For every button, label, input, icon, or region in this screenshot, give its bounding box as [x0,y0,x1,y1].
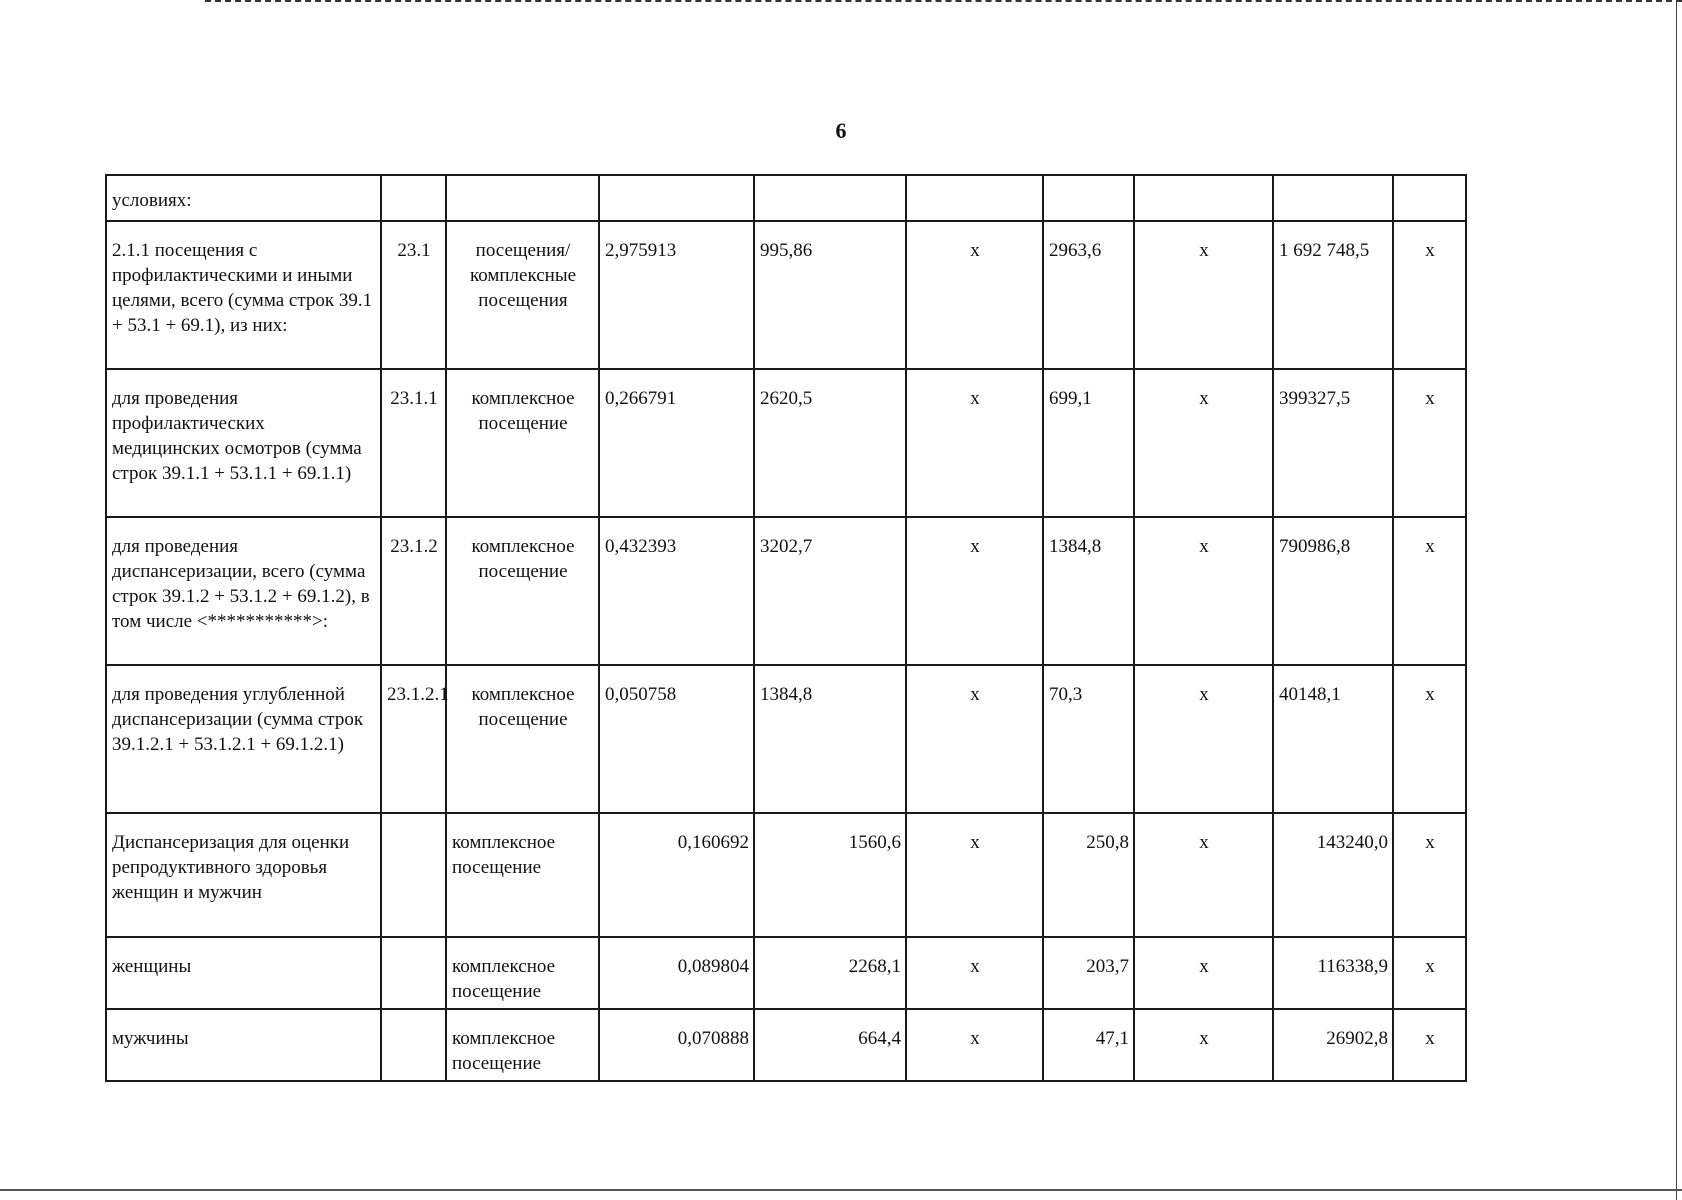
row-x1: х [906,517,1043,665]
row-x1 [906,175,1043,221]
row-value1: 1384,8 [1043,517,1134,665]
table-row [106,517,1466,665]
row-total [1273,175,1393,221]
row-name: для проведения диспансеризации, всего (сумма строк 39.1.2 + 53.1.2 + 69.1.2), в том числе <***********>: [106,517,381,665]
row-cost [754,175,906,221]
row-norm: 0,089804 [599,937,754,1009]
row-name: Диспансеризация для оценки репродуктивного здоровья женщин и мужчин [106,813,381,937]
row-total: 143240,0 [1273,813,1393,937]
row-value1: 47,1 [1043,1009,1134,1081]
row-x2: х [1134,369,1273,517]
row-unit: комплексное посещение [446,1009,599,1081]
row-cost: 3202,7 [754,517,906,665]
row-code: 23.1.2 [381,517,446,665]
table-row [106,369,1466,517]
row-code: 23.1.2.1 [381,665,446,813]
row-x2: х [1134,221,1273,369]
row-x1: х [906,937,1043,1009]
row-name: мужчины [106,1009,381,1081]
row-code [381,937,446,1009]
row-unit [446,175,599,221]
scan-edge-bottom [0,1189,1682,1194]
row-total: 790986,8 [1273,517,1393,665]
row-value1: 250,8 [1043,813,1134,937]
row-value1 [1043,175,1134,221]
row-code [381,813,446,937]
row-name: 2.1.1 посещения с профилактическими и иными целями, всего (сумма строк 39.1 + 53.1 + 69.1), из них: [106,221,381,369]
scan-edge-top [205,0,1682,5]
row-x2: х [1134,517,1273,665]
row-norm [599,175,754,221]
row-cost: 664,4 [754,1009,906,1081]
row-code: 23.1 [381,221,446,369]
row-x3: х [1393,221,1466,369]
table-row [106,937,1466,1009]
row-x2 [1134,175,1273,221]
table-row [106,813,1466,937]
row-code [381,175,446,221]
row-x2: х [1134,813,1273,937]
row-x3: х [1393,1009,1466,1081]
row-norm: 0,266791 [599,369,754,517]
row-norm: 2,975913 [599,221,754,369]
row-unit: посещения/комплексные посещения [446,221,599,369]
scan-edge-right [1676,0,1679,1200]
row-unit: комплексное посещение [446,369,599,517]
row-cost: 1560,6 [754,813,906,937]
row-unit: комплексное посещение [446,665,599,813]
row-name: для проведения углубленной диспансеризации (сумма строк 39.1.2.1 + 53.1.2.1 + 69.1.2.1) [106,665,381,813]
row-total: 26902,8 [1273,1009,1393,1081]
row-x2: х [1134,937,1273,1009]
row-cost: 1384,8 [754,665,906,813]
table-row [106,221,1466,369]
row-x2: х [1134,1009,1273,1081]
row-name: условиях: [106,175,381,221]
row-x3: х [1393,813,1466,937]
row-x1: х [906,1009,1043,1081]
row-name: женщины [106,937,381,1009]
row-code [381,1009,446,1081]
row-norm: 0,070888 [599,1009,754,1081]
row-x1: х [906,813,1043,937]
row-total: 116338,9 [1273,937,1393,1009]
row-total: 399327,5 [1273,369,1393,517]
data-table [105,174,1467,1082]
row-norm: 0,160692 [599,813,754,937]
row-value1: 2963,6 [1043,221,1134,369]
row-x3 [1393,175,1466,221]
row-value1: 699,1 [1043,369,1134,517]
row-x1: х [906,665,1043,813]
row-value1: 70,3 [1043,665,1134,813]
row-unit: комплексное посещение [446,813,599,937]
row-code: 23.1.1 [381,369,446,517]
row-x3: х [1393,369,1466,517]
row-cost: 2268,1 [754,937,906,1009]
row-name: для проведения профилактических медицинских осмотров (сумма строк 39.1.1 + 53.1.1 + 69.1.1) [106,369,381,517]
row-norm: 0,432393 [599,517,754,665]
page-number: 6 [835,118,847,143]
row-cost: 2620,5 [754,369,906,517]
row-x3: х [1393,937,1466,1009]
row-x1: х [906,221,1043,369]
row-x1: х [906,369,1043,517]
table-row [106,665,1466,813]
row-value1: 203,7 [1043,937,1134,1009]
row-total: 40148,1 [1273,665,1393,813]
table-row [106,175,1466,221]
row-x3: х [1393,517,1466,665]
row-total: 1 692 748,5 [1273,221,1393,369]
row-unit: комплексное посещение [446,517,599,665]
row-x3: х [1393,665,1466,813]
row-cost: 995,86 [754,221,906,369]
row-norm: 0,050758 [599,665,754,813]
table-row [106,1009,1466,1081]
row-x2: х [1134,665,1273,813]
row-unit: комплексное посещение [446,937,599,1009]
